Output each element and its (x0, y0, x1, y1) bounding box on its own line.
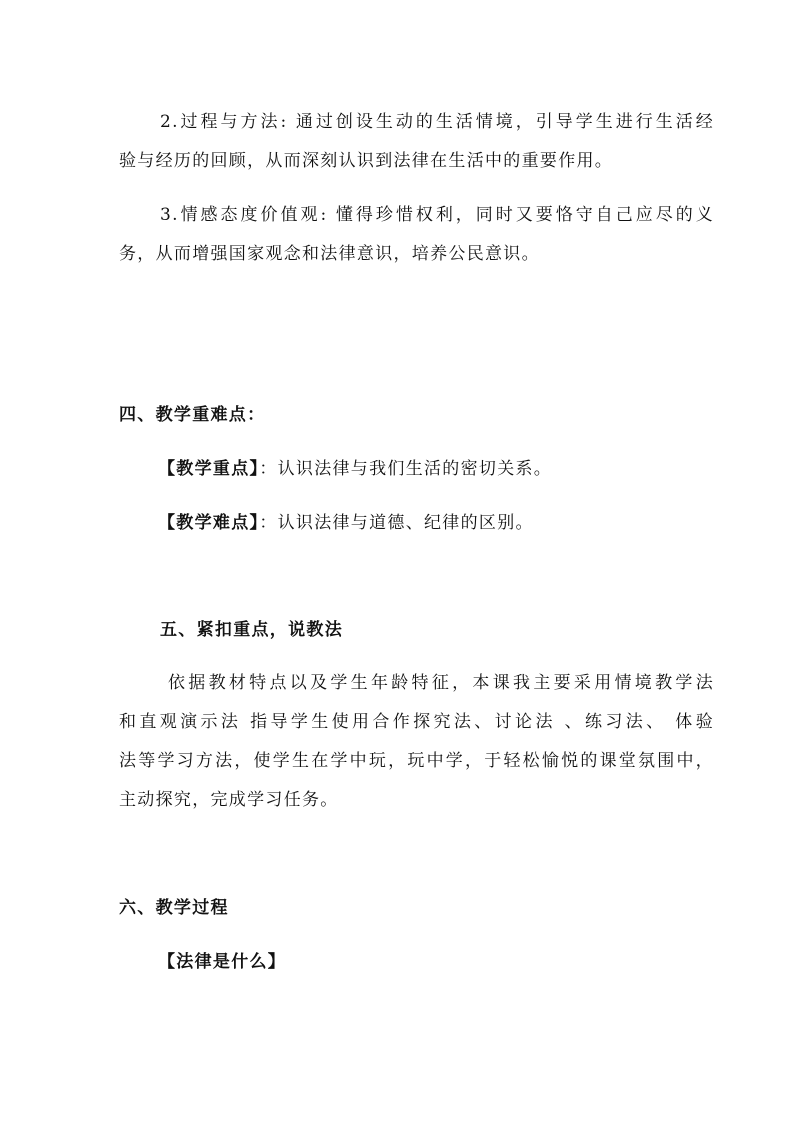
objective-2-line-1: 2.过程与方法: 通过创设生动的生活情境，引导学生进行生活经 (160, 112, 714, 132)
teaching-key-point (158, 459, 552, 479)
section-5-line-3: 法等学习方法，使学生在学中玩，玩中学，于轻松愉悦的课堂氛围中， (119, 751, 714, 771)
section-5-heading: 五、紧扣重点，说教法 (160, 620, 343, 640)
section-4-heading: 四、教学重难点： (119, 405, 266, 425)
objective-3-line-2: 务，从而增强国家观念和法律意识，培养公民意识。 (119, 244, 540, 264)
section-6-heading: 六、教学过程 (119, 898, 229, 918)
teaching-key-text: ：认识法律与我们生活的密切关系。 (259, 459, 553, 479)
section-5-line-2: 和直观演示法 指导学生使用合作探究法、讨论法 、练习法、 体验 (119, 712, 714, 732)
section-5-line-4: 主动探究，完成学习任务。 (119, 790, 339, 810)
teaching-difficult-text: ：认识法律与道德、纪律的区别。 (259, 513, 534, 533)
section-5-line-1: 依据教材特点以及学生年龄特征，本课我主要采用情境教学法 (168, 673, 714, 693)
teaching-key-label: 【教学重点】 (158, 459, 260, 479)
objective-3-line-1: 3.情感态度价值观: 懂得珍惜权利，同时又要恪守自己应尽的义 (160, 205, 714, 225)
section-6-sub-heading: 【法律是什么】 (158, 952, 287, 972)
teaching-difficult-label: 【教学难点】 (158, 513, 260, 533)
teaching-difficult-point (158, 513, 534, 533)
objective-2-line-2: 验与经历的回顾，从而深刻认识到法律在生活中的重要作用。 (119, 151, 614, 171)
